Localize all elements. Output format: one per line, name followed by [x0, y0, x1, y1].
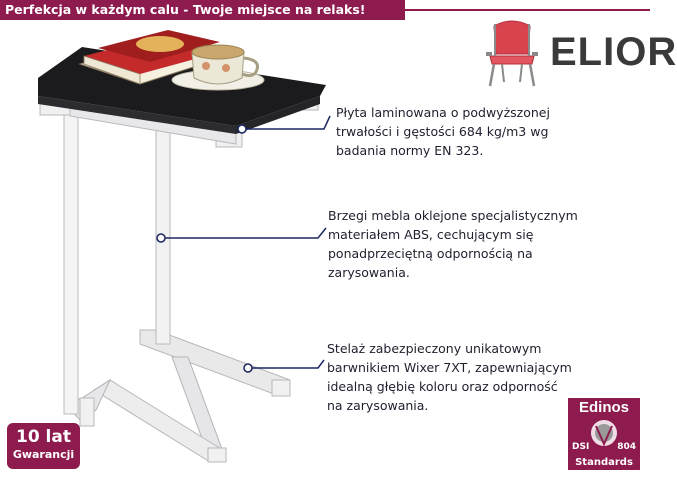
callout-line: idealną głębię koloru oraz odporność: [327, 379, 558, 394]
certificate-right-text: 804: [617, 442, 636, 452]
callout-line: Stelaż zabezpieczony unikatowym: [327, 341, 542, 356]
table-base: [66, 330, 290, 462]
side-table-illustration: [0, 20, 330, 477]
callout-edges: [328, 206, 578, 282]
warranty-years: 10 lat: [15, 427, 71, 447]
callout-line: Płyta laminowana o podwyższonej: [336, 105, 550, 120]
callout-line: Brzegi mebla oklejone specjalistycznym: [328, 208, 578, 223]
warranty-badge: [7, 423, 80, 469]
callout-line: barwnikiem Wixer 7XT, zapewniającym: [327, 360, 572, 375]
callout-line: materiałem ABS, cechującym się: [328, 227, 534, 242]
callout-line: badania normy EN 323.: [336, 143, 484, 158]
slogan-banner: Perfekcja w każdym calu - Twoje miejsce na relaks!: [0, 0, 405, 20]
callout-tabletop: [336, 103, 550, 160]
brand-name: ELIOR: [550, 30, 677, 74]
callout-line: na zarysowania.: [327, 398, 429, 413]
edinos-certificate-badge: [568, 398, 640, 470]
callout-line: ponadprzeciętną odpornością na: [328, 246, 533, 261]
brand-logo: [482, 18, 677, 88]
certificate-left-text: DSI: [572, 442, 590, 452]
certificate-brand: Edinos: [578, 399, 629, 416]
callout-connectors: [157, 116, 330, 372]
chair-icon: [482, 18, 542, 88]
callout-frame: [327, 339, 572, 415]
callout-line: zarysowania.: [328, 265, 410, 280]
callout-line: trwałości i gęstości 684 kg/m3 wg: [336, 124, 549, 139]
banner-rule: [405, 9, 650, 11]
warranty-label: Gwarancji: [12, 448, 75, 461]
certificate-standards: Standards: [575, 457, 633, 468]
